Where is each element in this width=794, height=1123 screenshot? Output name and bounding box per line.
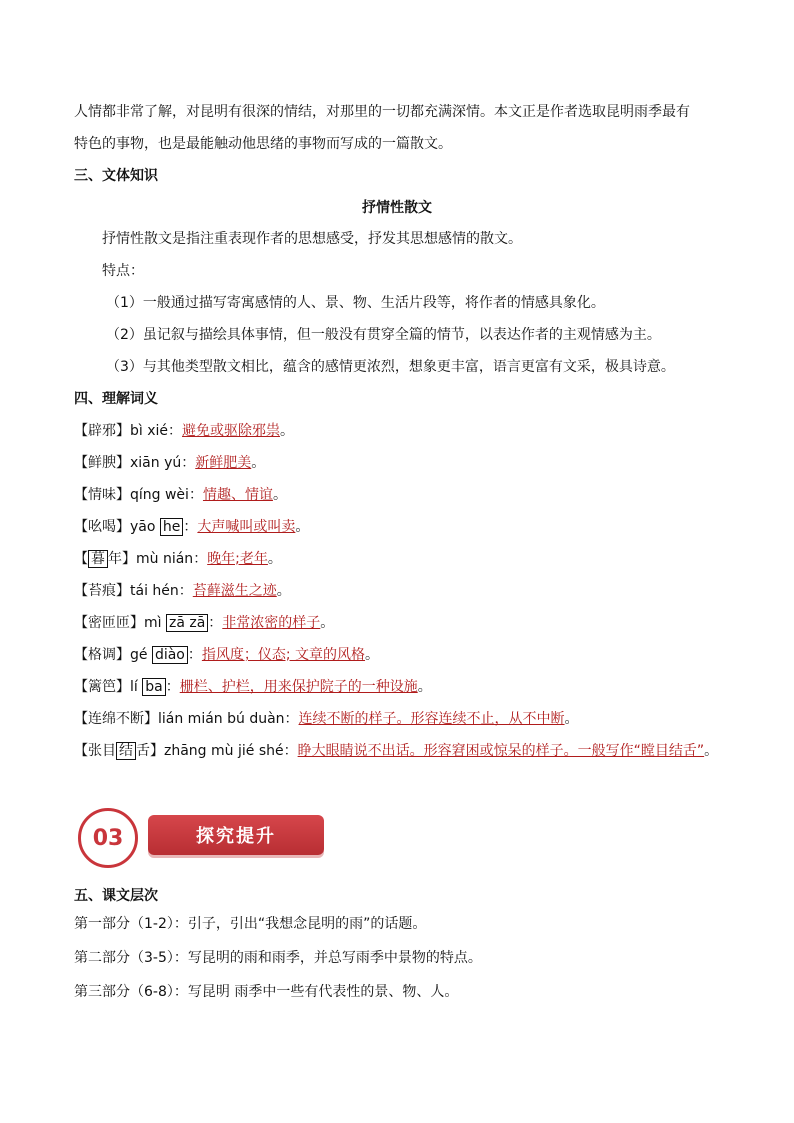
word-pinyin: bì xié: [130, 423, 169, 439]
word-entry: [74, 645, 379, 665]
word-pinyin: lián mián bú duàn: [158, 711, 285, 727]
word-pinyin: xiān yú: [130, 455, 182, 471]
section-3-heading: 三、文体知识: [74, 168, 158, 184]
word-pinyin: yāo: [130, 519, 160, 535]
word-pinyin: gé: [130, 647, 152, 663]
part-1: 第一部分（1-2）：引子，引出“我想念昆明的雨”的话题。: [74, 916, 427, 932]
word-term: 【情味】: [74, 487, 130, 503]
badge-number: 03: [78, 808, 138, 868]
word-definition: 栅栏、护栏，用来保护院子的一种设施: [179, 679, 418, 695]
word-definition: 睁大眼睛说不出话。形容窘困或惊呆的样子。一般写作“瞠目结舌”: [297, 743, 705, 759]
word-term: 【张目: [74, 743, 116, 759]
word-pinyin: tái hén: [130, 583, 179, 599]
period: 。: [564, 711, 579, 727]
colon-separator: ：: [188, 487, 203, 503]
period: 。: [251, 455, 266, 471]
section-5-heading: 五、课文层次: [74, 888, 158, 904]
word-definition: 指风度；仪态; 文章的风格: [201, 647, 366, 663]
period: 。: [365, 647, 380, 663]
word-entry: [74, 581, 291, 601]
word-entry: [74, 517, 309, 537]
word-term: 【: [74, 551, 88, 567]
word-term: 【连绵不断】: [74, 711, 158, 727]
genre-description: 抒情性散文是指注重表现作者的思想感受，抒发其思想感情的散文。: [102, 231, 522, 247]
word-entry: [74, 741, 718, 761]
word-definition: 大声喊叫或叫卖: [197, 519, 296, 535]
colon-separator: ：: [187, 647, 202, 663]
colon-separator: ：: [183, 519, 198, 535]
word-definition: 苔藓滋生之迹: [192, 583, 277, 599]
colon-separator: ：: [168, 423, 183, 439]
period: 。: [267, 551, 282, 567]
word-pinyin-boxed: he: [160, 518, 184, 536]
period: 。: [295, 519, 310, 535]
period: 。: [704, 743, 719, 759]
colon-separator: ：: [181, 455, 196, 471]
word-term: 【吆喝】: [74, 519, 130, 535]
colon-separator: ：: [208, 615, 223, 631]
word-entry: [74, 613, 334, 633]
section-4-heading: 四、理解词义: [74, 391, 158, 407]
word-term-end: 年】: [108, 551, 136, 567]
word-term: 【密匝匝】: [74, 615, 144, 631]
word-pinyin-boxed: diào: [152, 646, 188, 664]
part-3: 第三部分（6-8）：写昆明 雨季中一些有代表性的景、物、人。: [74, 984, 459, 1000]
word-definition: 新鲜肥美: [195, 455, 252, 471]
genre-title: 抒情性散文: [362, 200, 432, 216]
word-pinyin: mì: [144, 615, 166, 631]
word-definition: 连续不断的样子。形容连续不止，从不中断: [298, 711, 565, 727]
part-2: 第二部分（3-5）：写昆明的雨和雨季，并总写雨季中景物的特点。: [74, 950, 482, 966]
period: 。: [272, 487, 287, 503]
word-definition: 晚年;老年: [207, 551, 268, 567]
feature-1: （1）一般通过描写寄寓感情的人、景、物、生活片段等，将作者的情感具象化。: [106, 295, 605, 311]
intro-line-1: 人情都非常了解，对昆明有很深的情结，对那里的一切都充满深情。本文正是作者选取昆明雨季最有: [74, 104, 690, 120]
feature-3: （3）与其他类型散文相比，蕴含的感情更浓烈，想象更丰富，语言更富有文采，极具诗意。: [106, 359, 675, 375]
word-entry: [74, 709, 579, 729]
colon-separator: ：: [283, 743, 298, 759]
intro-line-2: 特色的事物，也是最能触动他思绪的事物而写成的一篇散文。: [74, 136, 452, 152]
word-pinyin: mù nián: [136, 551, 194, 567]
word-definition: 情趣、情谊: [202, 487, 273, 503]
word-entry: [74, 485, 287, 505]
colon-separator: ：: [178, 583, 193, 599]
word-pinyin-boxed: ba: [142, 678, 165, 696]
colon-separator: ：: [193, 551, 208, 567]
word-term: 【苔痕】: [74, 583, 130, 599]
word-entry: [74, 421, 294, 441]
word-boxed-char: 暮: [88, 550, 108, 568]
word-term: 【鲜腴】: [74, 455, 130, 471]
word-term: 【辟邪】: [74, 423, 130, 439]
word-pinyin: zhāng mù jié shé: [164, 743, 284, 759]
features-label: 特点：: [102, 263, 144, 279]
period: 。: [417, 679, 432, 695]
word-pinyin-boxed: zā zā: [166, 614, 208, 632]
word-definition: 非常浓密的样子: [222, 615, 321, 631]
colon-separator: ：: [284, 711, 299, 727]
feature-2: （2）虽记叙与描绘具体事情，但一般没有贯穿全篇的情节，以表达作者的主观情感为主。: [106, 327, 661, 343]
badge-label: 探究提升: [148, 815, 324, 855]
word-pinyin: qíng wèi: [130, 487, 189, 503]
word-boxed-char: 结: [116, 742, 136, 760]
period: 。: [280, 423, 295, 439]
section-badge: [78, 808, 338, 868]
word-term: 【格调】: [74, 647, 130, 663]
word-entry: [74, 453, 265, 473]
word-entry: [74, 677, 432, 697]
word-term-end: 舌】: [136, 743, 164, 759]
colon-separator: ：: [165, 679, 180, 695]
period: 。: [320, 615, 335, 631]
word-definition: 避免或驱除邪祟: [182, 423, 281, 439]
word-pinyin: lí: [130, 679, 143, 695]
word-entry: [74, 549, 282, 569]
period: 。: [276, 583, 291, 599]
word-term: 【篱笆】: [74, 679, 130, 695]
